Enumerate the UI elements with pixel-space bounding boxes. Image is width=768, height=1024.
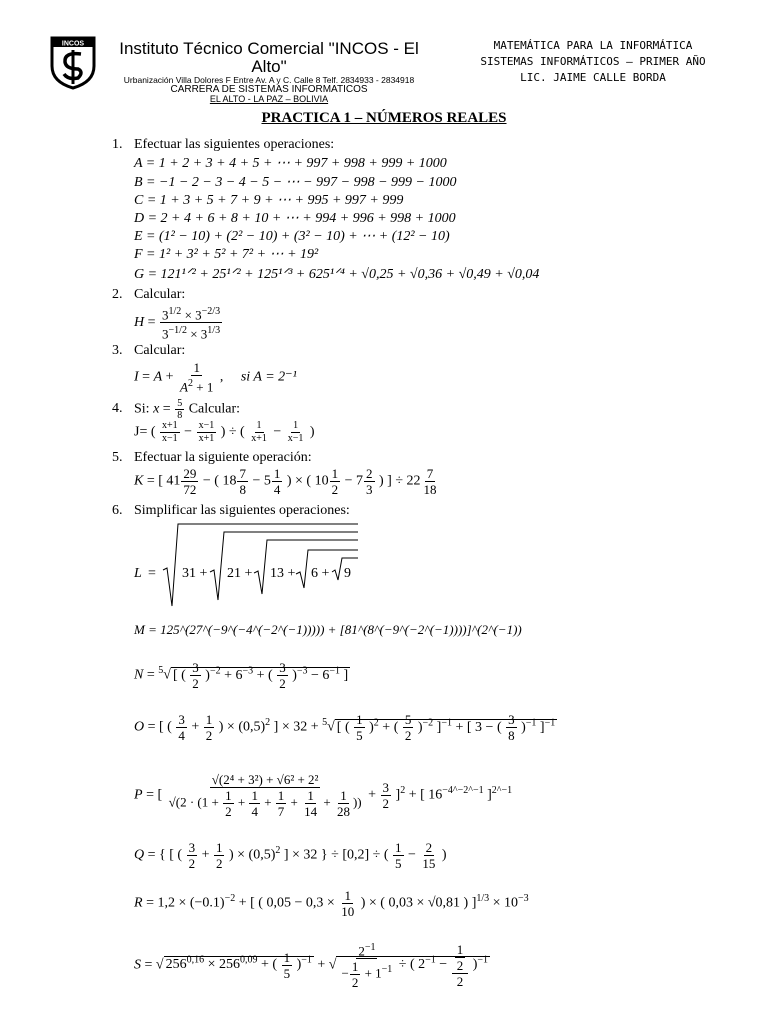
question-5-number: 5. xyxy=(112,450,123,465)
equation-n: N = $^5$√ [ ( $\frac{3}{2}$ )$^{-2} + 6^{-3}$ + ( $\frac{3}{2}$ )$^{-3} - 6^{-1}$ ] xyxy=(134,660,349,691)
svg-text:21 +: 21 + xyxy=(227,566,253,581)
equation-c: C = 1 + 3 + 5 + 7 + 9 + ⋯ + 995 + 997 + 999 xyxy=(134,193,404,208)
svg-text:L: L xyxy=(134,566,142,581)
equation-q: Q = { [ ( $\frac{3}{2}$ + $\frac{1}{2}$ ) × $(0,5)^2$ ] × 32 } ÷ [0,2] ÷ ( $\frac{1}{5}$ − $\frac{2}{15}$ ) xyxy=(134,840,447,871)
logo-text: INCOS xyxy=(61,40,85,48)
subject-line-3: LIC. JAIME CALLE BORDA xyxy=(520,71,666,84)
svg-text:13 +: 13 + xyxy=(270,566,296,581)
question-1-number: 1. xyxy=(112,137,123,152)
question-3-number: 3. xyxy=(112,343,123,358)
equation-d: D = 2 + 4 + 6 + 8 + 10 + ⋯ + 994 + 996 + 998 + 1000 xyxy=(134,211,456,226)
equation-b: B = −1 − 2 − 3 − 4 − 5 − ⋯ − 997 − 998 − 999 − 1000 xyxy=(134,175,457,190)
institute-career: CARRERA DE SISTEMAS INFORMATICOS xyxy=(170,83,368,95)
institute-block xyxy=(104,40,434,105)
equation-s: S = √ $256^{0,16} \times 256^{0,09}$ + ( $\frac{1}{5}$ )$^{-1}$ + √ $2^{-1}$ − $\frac{1}{2}$ + $1^{-1}$ ÷ ( $2^{-1}$ − $\frac{\frac{1}{2}}{2}$ )$^{-1}$ xyxy=(134,941,489,991)
equation-k: K = [ 41 $\frac{29}{72}$ − ( 18 $\frac{7}{8}$ − 5 $\frac{1}{4}$ ) × ( 10 $\frac{1}{2}$ − 7 $\frac{2}{3}$ ) ] ÷ 22 $\frac{7}{18}$ xyxy=(134,466,437,497)
svg-text:31 +: 31 + xyxy=(182,566,208,581)
institute-name: Instituto Técnico Comercial "INCOS - El Alto" xyxy=(119,39,419,76)
institute-address: Urbanización Villa Dolores F Entre Av. A y C. Calle 8 Telf. 2834933 - 2834918 xyxy=(123,74,415,85)
question-4-number: 4. xyxy=(112,401,123,416)
question-3-text: Calcular: xyxy=(134,343,186,358)
equation-i: I = A + $\frac{1}{A^2 + 1}$ , si A = 2⁻¹ xyxy=(134,360,297,395)
equation-r: $R = 1,2 \times (-0.1)^{-2}$ + [ ( 0,05 − 0,3 × $\frac{1}{10}$ ) × ( 0,03 × √0,81 ) ]$^{1/3} \times 10^{-3}$ xyxy=(134,888,529,919)
svg-text:9: 9 xyxy=(344,566,351,581)
question-2-text: Calcular: xyxy=(134,287,186,302)
equation-f: F = 1² + 3² + 5² + 7² + ⋯ + 19² xyxy=(134,247,319,262)
page-title: PRACTICA 1 – NÚMEROS REALES xyxy=(261,110,507,126)
question-5-text: Efectuar la siguiente operación: xyxy=(134,450,312,465)
equation-g: G = 121¹ᐟ² + 25¹ᐟ² + 125¹ᐟ³ + 625¹ᐟ⁴ + √0,25 + √0,36 + √0,49 + √0,04 xyxy=(134,267,540,282)
equation-p: P = [ √(2⁴ + 3²) + √6² + 2² √(2 · (1 + $\frac{1}{2}$ + $\frac{1}{4}$ + $\frac{1}{7}$ + $\frac{1}{14}$ + $\frac{1}{28}$ )) + $\frac{3}{2}$ ]$^2$ + [ $16^{-4\^{}-2\^{}-1}$ ]$^{2\^{}-1}$ xyxy=(134,772,513,819)
equation-j: J= ( $\frac{x+1}{x-1}$ − $\frac{x-1}{x+1}$ ) ÷ ( $\frac{1}{x+1}$ − $\frac{1}{x-1}$ ) xyxy=(134,420,315,444)
question-4-line: Si: x = $\frac{5}{8}$ Calcular: xyxy=(134,398,241,421)
question-2-number: 2. xyxy=(112,287,123,302)
svg-text:6 +: 6 + xyxy=(311,566,330,581)
subject-line-1: MATEMÁTICA PARA LA INFORMÁTICA xyxy=(493,39,693,52)
equation-e: E = (1² − 10) + (2² − 10) + (3² − 10) + ⋯ + (12² − 10) xyxy=(134,229,450,244)
equation-l xyxy=(130,520,370,610)
equation-a: A = 1 + 2 + 3 + 4 + 5 + ⋯ + 997 + 998 + 999 + 1000 xyxy=(134,156,447,171)
question-6-text: Simplificar las siguientes operaciones: xyxy=(134,503,350,518)
svg-text:=: = xyxy=(148,566,156,581)
equation-h: H = $\frac{3^{1/2} \times 3^{-2/3}}{3^{-1/2} \times 3^{1/3}}$ xyxy=(134,306,221,342)
subject-line-2: SISTEMAS INFORMÁTICOS – PRIMER AÑO xyxy=(480,55,706,68)
subject-block xyxy=(458,38,728,86)
institute-place: EL ALTO - LA PAZ – BOLIVIA xyxy=(209,94,329,105)
question-6-number: 6. xyxy=(112,503,123,518)
question-1-text: Efectuar las siguientes operaciones: xyxy=(134,137,335,152)
equation-i-condition: si A = 2⁻¹ xyxy=(240,369,297,385)
question-4-calc: Calcular: xyxy=(188,401,241,417)
question-4-text: Si: xyxy=(134,401,150,417)
equation-m: M = 125^(27^(−9^(−4^(−2^(−1))))) + [81^(8^(−9^(−2^(−1))))]^(2^(−1)) xyxy=(134,622,522,637)
incos-shield-logo xyxy=(50,36,96,90)
equation-o: O = [ ( $\frac{3}{4}$ + $\frac{1}{2}$ ) × $(0,5)^2$ ] × 32 + $^5$√ [ ( $\frac{1}{5}$ )$^2$ + ( $\frac{5}{2}$ )$^{-2}$ ]$^{-1}$ + [ 3 − ( $\frac{3}{8}$ )$^{-1}$ ]$^{-1}$ xyxy=(134,712,556,743)
